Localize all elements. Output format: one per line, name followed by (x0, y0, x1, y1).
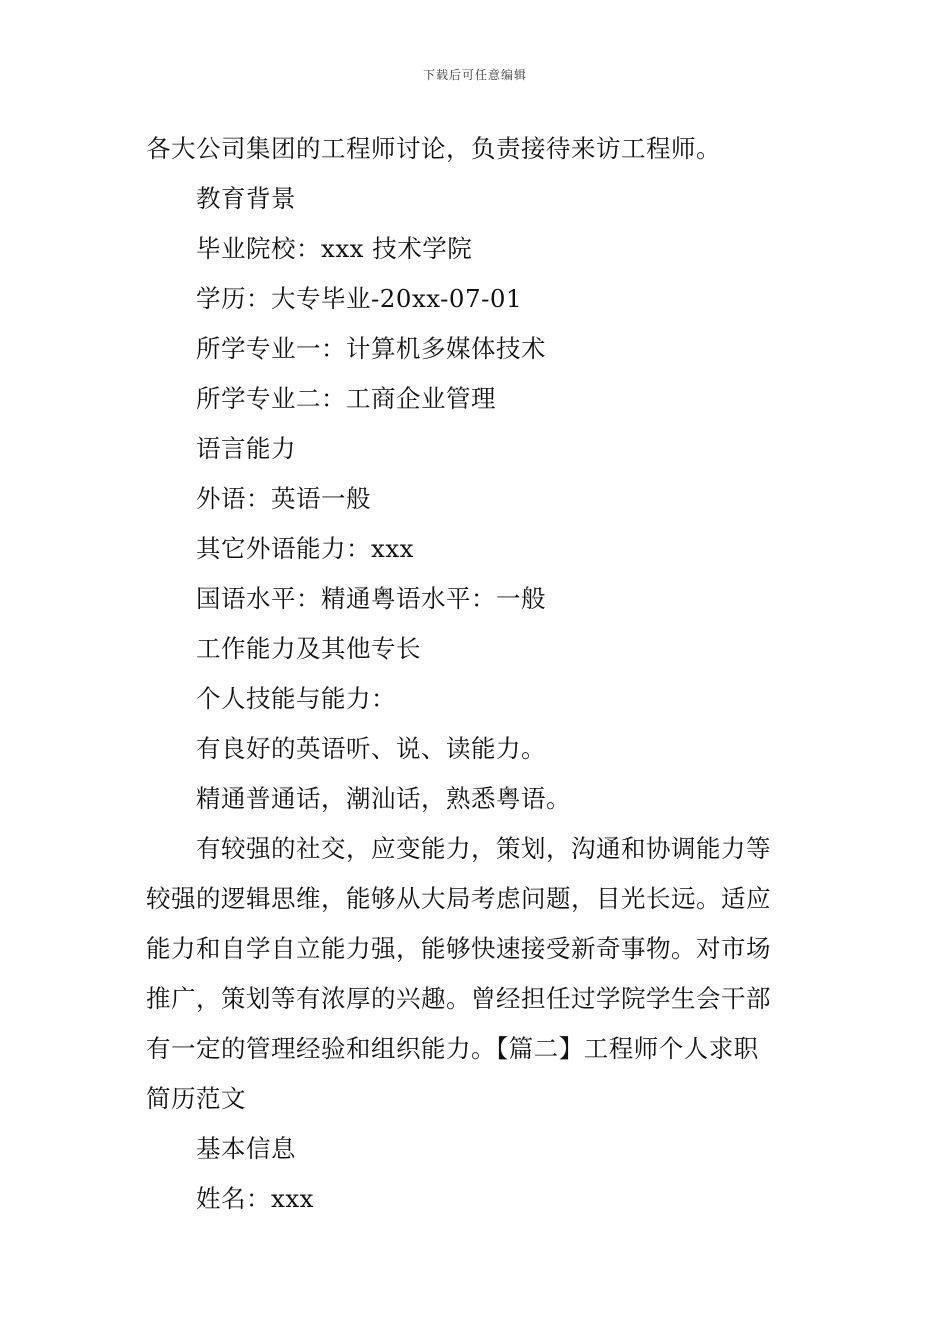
text-line-personal-skills: 个人技能与能力： (196, 684, 396, 713)
text-line-name: 姓名：xxx (196, 1184, 314, 1213)
text-line-dialects: 精通普通话，潮汕话，熟悉粤语。 (196, 784, 571, 813)
paragraph-line: 推广，策划等有浓厚的兴趣。曾经担任过学院学生会干部 (146, 984, 771, 1013)
section-heading-education: 教育背景 (196, 184, 296, 213)
paragraph-line: 简历范文 (146, 1084, 246, 1113)
section-heading-language: 语言能力 (196, 434, 296, 463)
text-line-english-ability: 有良好的英语听、说、读能力。 (196, 734, 546, 763)
text-line-mandarin-cantonese: 国语水平：精通粤语水平：一般 (196, 584, 546, 613)
text-line-other-language: 其它外语能力：xxx (196, 534, 414, 563)
page-header-note: 下载后可任意编辑 (422, 68, 527, 82)
section-heading-skills: 工作能力及其他专长 (196, 634, 421, 663)
section-heading-basic-info: 基本信息 (196, 1134, 296, 1163)
text-line-foreign-language: 外语：英语一般 (196, 484, 371, 513)
document-body (146, 124, 808, 1224)
paragraph-line: 较强的逻辑思维，能够从大局考虑问题，目光长远。适应 (146, 884, 771, 913)
text-line-major-two: 所学专业二：工商企业管理 (196, 384, 496, 413)
paragraph-line: 有较强的社交，应变能力，策划，沟通和协调能力等 (196, 834, 771, 863)
text-line-school: 毕业院校：xxx 技术学院 (196, 234, 473, 263)
paragraph-line: 能力和自学自立能力强，能够快速接受新奇事物。对市场 (146, 934, 771, 963)
text-line-continuation: 各大公司集团的工程师讨论，负责接待来访工程师。 (146, 134, 721, 163)
text-line-degree: 学历：大专毕业-20xx-07-01 (196, 284, 523, 313)
text-line-major-one: 所学专业一：计算机多媒体技术 (196, 334, 546, 363)
paragraph-line: 有一定的管理经验和组织能力。【篇二】工程师个人求职 (146, 1034, 759, 1063)
